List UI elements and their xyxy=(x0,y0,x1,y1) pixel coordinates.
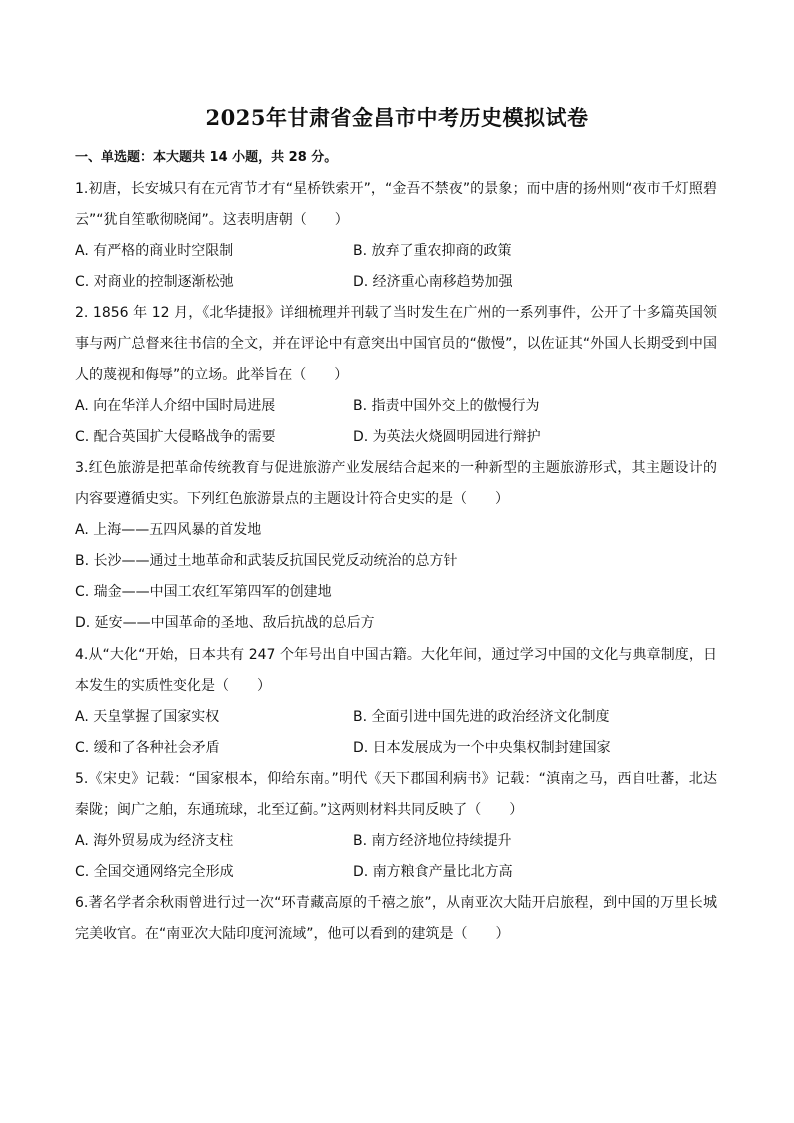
option-3b: B. 长沙——通过土地革命和武装反抗国民党反动统治的总方针 xyxy=(75,553,458,569)
option-4d: D. 日本发展成为一个中央集权制封建国家 xyxy=(353,740,611,756)
option-5b: B. 南方经济地位持续提升 xyxy=(353,833,512,849)
option-1c: C. 对商业的控制逐渐松弛 xyxy=(75,274,234,290)
question-5: 5.《宋史》记载：“国家根本，仰给东南。”明代《天下郡国利病书》记载：“滇南之马，西自吐蕃，北达秦陇；闽广之舶，东通琉球，北至辽蓟。”这两则材料共同反映了（ ） xyxy=(75,771,717,818)
option-2c: C. 配合英国扩大侵略战争的需要 xyxy=(75,429,276,445)
option-4c: C. 缓和了各种社会矛盾 xyxy=(75,740,220,756)
option-5a: A. 海外贸易成为经济支柱 xyxy=(75,833,234,849)
option-1b: B. 放弃了重农抑商的政策 xyxy=(353,243,512,259)
option-3c: C. 瑞金——中国工农红军第四军的创建地 xyxy=(75,584,332,600)
page-title: 2025年甘肃省金昌市中考历史模拟试卷 xyxy=(205,105,589,130)
option-3d: D. 延安——中国革命的圣地、敌后抗战的总后方 xyxy=(75,615,375,631)
option-5c: C. 全国交通网络完全形成 xyxy=(75,864,234,880)
question-1: 1.初唐，长安城只有在元宵节才有“星桥铁索开”，“金吾不禁夜”的景象；而中唐的扬州则“夜市千灯照碧云”“犹自笙歌彻晓闻”。这表明唐朝（ ） xyxy=(75,181,717,228)
question-6: 6.著名学者余秋雨曾进行过一次“环青藏高原的千禧之旅”，从南亚次大陆开启旅程，到中国的万里长城完美收官。在“南亚次大陆印度河流域”，他可以看到的建筑是（ ） xyxy=(75,895,717,942)
option-3a: A. 上海——五四风暴的首发地 xyxy=(75,522,262,538)
question-4: 4.从“大化“开始，日本共有 247 个年号出自中国古籍。大化年间，通过学习中国的文化与典章制度，日本发生的实质性变化是（ ） xyxy=(75,647,717,694)
section-heading: 一、单选题：本大题共 14 小题，共 28 分。 xyxy=(75,150,338,165)
option-5d: D. 南方粮食产量比北方高 xyxy=(353,864,513,880)
option-1d: D. 经济重心南移趋势加强 xyxy=(353,274,513,290)
option-4b: B. 全面引进中国先进的政治经济文化制度 xyxy=(353,709,610,725)
option-2d: D. 为英法火烧圆明园进行辩护 xyxy=(353,429,541,445)
option-4a: A. 天皇掌握了国家实权 xyxy=(75,709,220,725)
question-2: 2. 1856 年 12 月，《北华捷报》详细梳理并刊载了当时发生在广州的一系列事件，公开了十多篇英国领事与两广总督来往书信的全文，并在评论中有意突出中国官员的“傲慢”，以佐证其“外国人长期受到中国人的蔑视和侮辱”的立场。此举旨在（ ） xyxy=(75,305,717,383)
option-2a: A. 向在华洋人介绍中国时局进展 xyxy=(75,398,276,414)
option-1a: A. 有严格的商业时空限制 xyxy=(75,243,234,259)
question-3: 3.红色旅游是把革命传统教育与促进旅游产业发展结合起来的一种新型的主题旅游形式，其主题设计的内容要遵循史实。下列红色旅游景点的主题设计符合史实的是（ ） xyxy=(75,460,717,507)
option-2b: B. 指责中国外交上的傲慢行为 xyxy=(353,398,540,414)
